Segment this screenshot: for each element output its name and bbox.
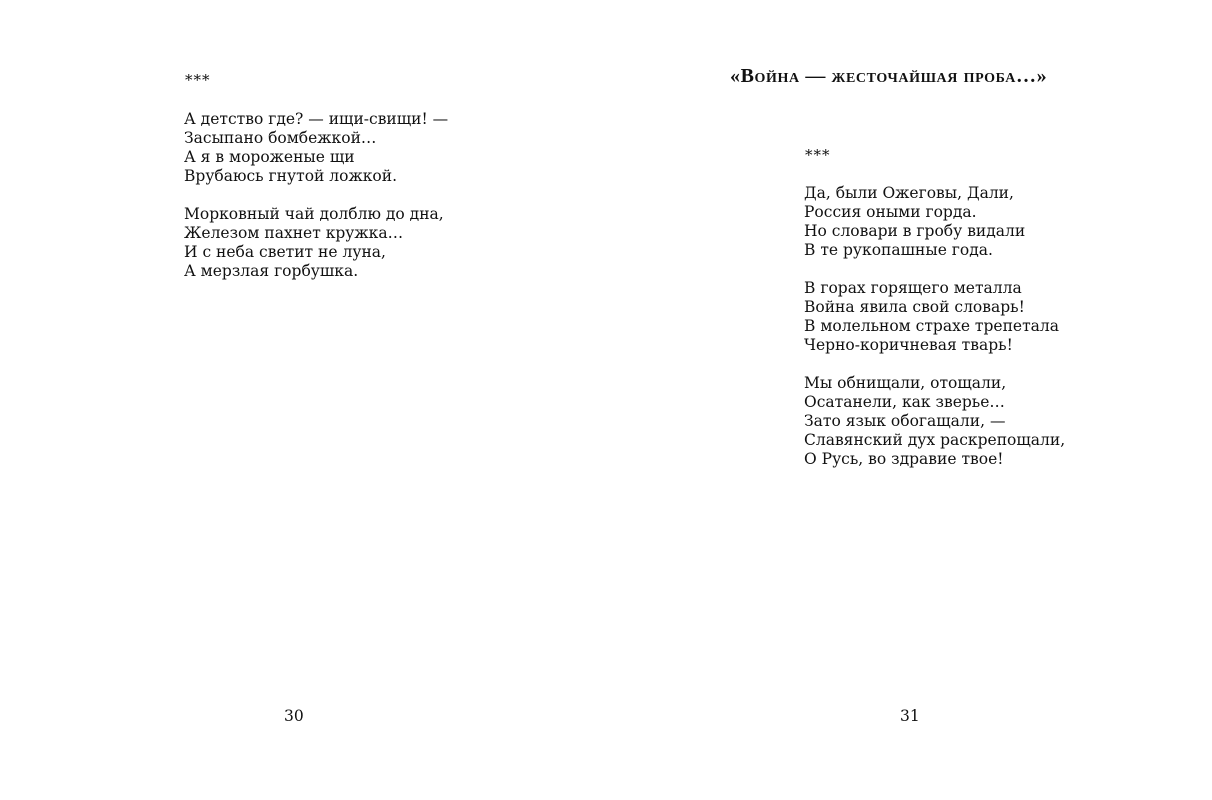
poem-line: Зато язык обогащали, — xyxy=(804,412,1006,430)
right-page xyxy=(606,0,1212,800)
poem-line: Врубаюсь гнутой ложкой. xyxy=(184,167,397,185)
poem-line: Да, были Ожеговы, Дали, xyxy=(804,184,1014,202)
chapter-title: «Война — жесточайшая проба…» xyxy=(730,65,1048,87)
poem-line: Россия оными горда. xyxy=(804,203,977,221)
stanza xyxy=(804,184,1065,260)
poem xyxy=(184,110,448,281)
stanza xyxy=(804,374,1065,469)
poem-line: Мы обнищали, отощали, xyxy=(804,374,1007,392)
stanza xyxy=(804,279,1065,355)
poem-separator: *** xyxy=(185,71,211,89)
page-number: 31 xyxy=(900,707,920,725)
poem-line: Война явила свой словарь! xyxy=(804,298,1025,316)
poem-line: В те рукопашные года. xyxy=(804,241,993,259)
poem-line: В горах горящего металла xyxy=(804,279,1022,297)
poem-line: А детство где? — ищи-свищи! — xyxy=(184,110,449,128)
poem-line: Но словари в гробу видали xyxy=(804,222,1026,240)
poem-line: Осатанели, как зверье… xyxy=(804,393,1005,411)
poem-separator: *** xyxy=(805,146,831,164)
poem-line: Засыпано бомбежкой… xyxy=(184,129,377,147)
poem-line: Черно-коричневая тварь! xyxy=(804,336,1013,354)
poem-line: Железом пахнет кружка… xyxy=(184,224,404,242)
stanza xyxy=(184,205,448,281)
poem xyxy=(804,184,1065,469)
poem-line: А я в мороженые щи xyxy=(184,148,355,166)
poem-line: И с неба светит не луна, xyxy=(184,243,386,261)
poem-line: В молельном страхе трепетала xyxy=(804,317,1059,335)
poem-line: Славянский дух раскрепощали, xyxy=(804,431,1066,449)
page-number: 30 xyxy=(284,707,304,725)
poem-line: А мерзлая горбушка. xyxy=(184,262,359,280)
stanza xyxy=(184,110,448,186)
poem-line: О Русь, во здравие твое! xyxy=(804,450,1004,468)
poem-line: Морковный чай долблю до дна, xyxy=(184,205,444,223)
